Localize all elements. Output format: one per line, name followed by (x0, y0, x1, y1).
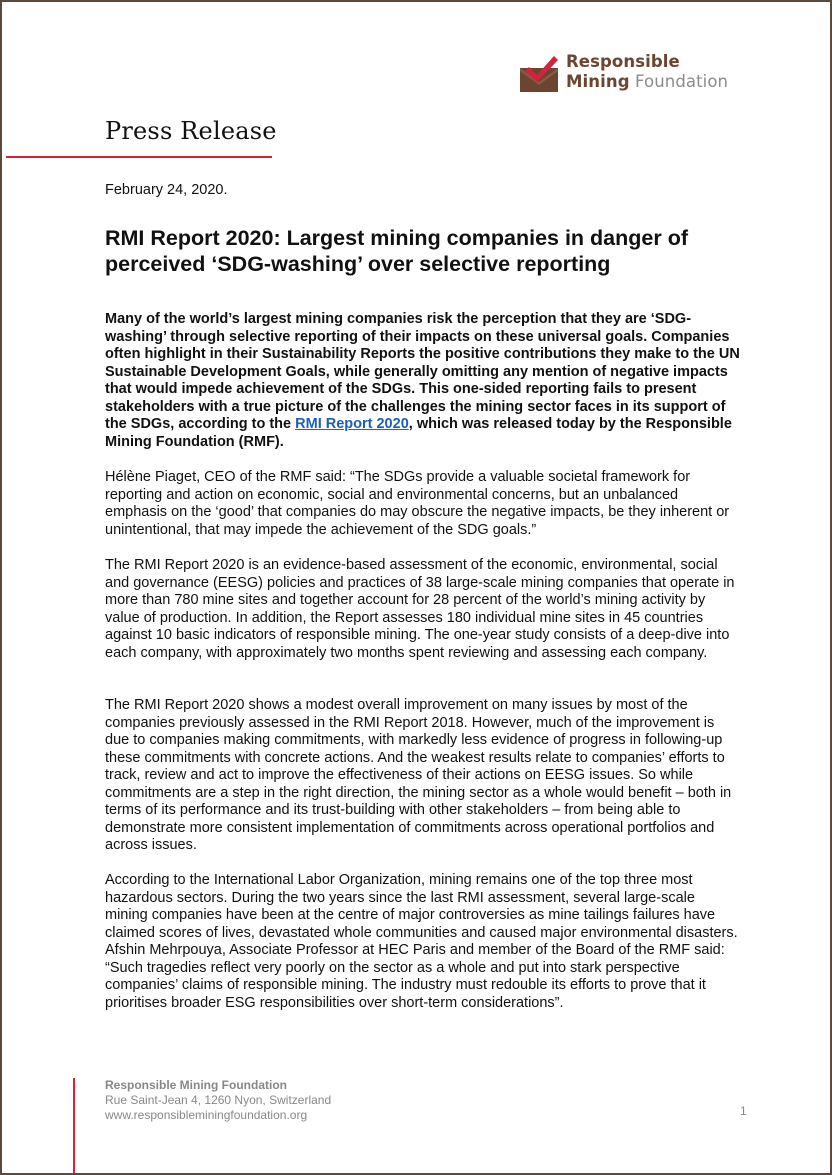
intro-text-before: Many of the world’s largest mining companies risk the perception that they are ‘SDG-washing’ through selective reporting of their impacts on these universal goals. Companies often highlight in their Sustainability Reports the positive contributions they make to the UN Sustainable Development Goals, while generally omitting any mention of negative impacts that would impede achievement of the SDGs. This one-sided reporting fails to present stakeholders with a true picture of the challenges the mining sector faces in its support of the SDGs, according to the (105, 311, 740, 432)
footer-website: www.responsibleminingfoundation.org (105, 1108, 308, 1122)
footer-address: Rue Saint-Jean 4, 1260 Nyon, Switzerland (105, 1093, 332, 1107)
intro-paragraph (105, 311, 740, 451)
logo-wordmark (566, 52, 728, 92)
body-paragraph-quote-ceo: Hélène Piaget, CEO of the RMF said: “The SDGs provide a valuable societal framework for reporting and action on economic, social and environmental concerns, but an unbalanced emphasis on the ‘good’ that companies do may obscure the negative impacts, be they inherent or unintentional, that may impede the achievement of the SDG goals.” (105, 469, 730, 538)
press-release-title: Press Release (105, 117, 277, 145)
title-underline (6, 156, 272, 158)
footer (105, 1078, 331, 1123)
rmi-report-link[interactable]: RMI Report 2020 (295, 416, 409, 432)
logo-line-2-bold: Mining (566, 72, 630, 91)
footer-rule (73, 1078, 75, 1175)
footer-org: Responsible Mining Foundation (105, 1078, 287, 1092)
headline: RMI Report 2020: Largest mining companies in danger of perceived ‘SDG-washing’ over selective reporting (105, 226, 688, 276)
body-paragraph-assessment: The RMI Report 2020 is an evidence-based assessment of the economic, environmental, social and governance (EESG) policies and practices of 38 large-scale mining companies that operate in more than 780 mine sites and together account for 28 percent of the world’s mining activity by value of production. In addition, the Report assesses 180 individual mine sites in 45 countries against 10 basic indicators of responsible mining. The one-year study consists of a deep-dive into each company, with approximately two months spent reviewing and assessing each company. (105, 557, 735, 661)
envelope-check-logo-icon (520, 54, 558, 92)
page-number: 1 (740, 1104, 747, 1118)
release-date: February 24, 2020. (105, 182, 228, 198)
intro-text-after: , which was released today by the Responsible Mining Foundation (RMF). (105, 416, 732, 450)
body-paragraph-improvement: The RMI Report 2020 shows a modest overall improvement on many issues by most of the companies previously assessed in the RMI Report 2018. However, much of the improvement is due to companies making commitments, with markedly less evidence of progress in following-up these commitments with concrete actions. And the weakest results relate to companies’ efforts to track, review and act to improve the effectiveness of their actions on EESG issues. So while commitments are a step in the right direction, the mining sector as a whole would benefit – both in terms of its performance and its trust-building with other stakeholders – from being able to demonstrate more consistent implementation of commitments across operational portfolios and across issues. (105, 697, 732, 853)
logo-line-2-light: Foundation (635, 72, 729, 91)
logo-line-2 (566, 72, 728, 92)
rmf-logo (520, 52, 750, 96)
body-paragraph-hazards: According to the International Labor Organization, mining remains one of the top three most hazardous sectors. During the two years since the last RMI assessment, several large-scale mining companies have been at the centre of major controversies as mine tailings failures have claimed scores of lives, devastated whole communities and caused major environmental disasters. Afshin Mehrpouya, Associate Professor at HEC Paris and member of the Board of the RMF said: “Such tragedies reflect very poorly on the sector as a whole and put into stark perspective companies’ claims of responsible mining. The industry must redouble its efforts to prove that it prioritises broader ESG responsibilities over short-term considerations”. (105, 872, 738, 1011)
logo-line-1: Responsible (566, 52, 680, 71)
